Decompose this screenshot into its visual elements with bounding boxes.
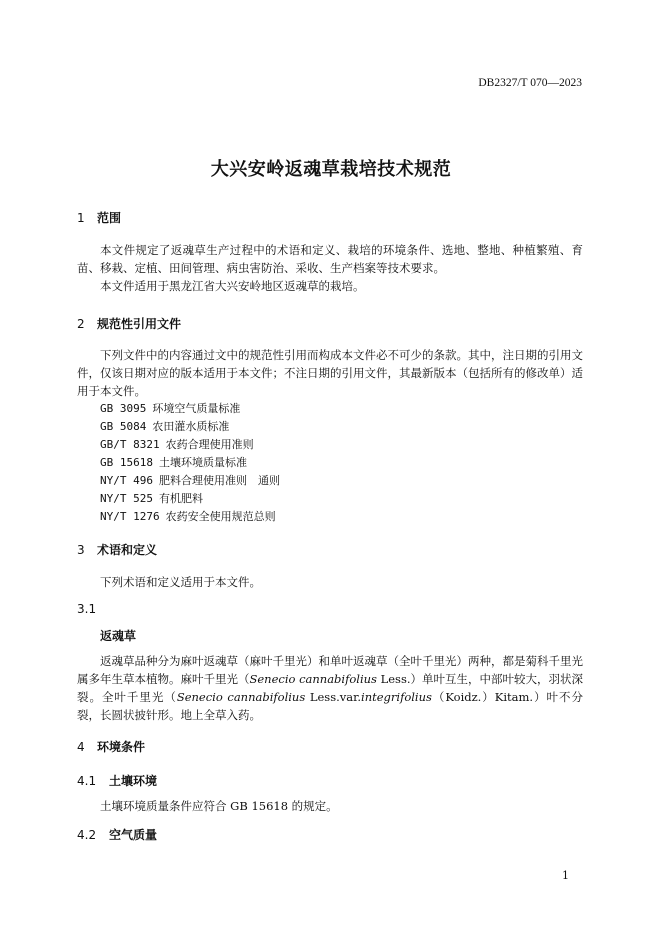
term-definition [77, 652, 583, 724]
reference-title: 环境空气质量标准 [152, 402, 241, 415]
section-title: 术语和定义 [97, 543, 158, 557]
latin-name: Senecio cannabifolius [249, 672, 377, 686]
section-4-heading [77, 738, 145, 755]
reference-title: 农药合理使用准则 [165, 438, 254, 451]
section-number: 2 [77, 317, 85, 331]
section-1-heading [77, 209, 121, 226]
section-3-paragraph-1: 下列术语和定义适用于本文件。 [100, 575, 261, 589]
section-2-heading [77, 315, 181, 332]
reference-code: NY/T 496 [100, 474, 153, 487]
section-number: 3 [77, 543, 85, 557]
reference-item [100, 400, 246, 418]
document-number: DB2327/T 070—2023 [478, 77, 582, 89]
reference-item [100, 436, 260, 454]
section-title: 范围 [97, 211, 122, 225]
clause-3-1-number [77, 602, 109, 616]
clause-number: 3.1 [77, 602, 97, 616]
clause-title: 土壤环境 [109, 774, 158, 788]
reference-code: NY/T 525 [100, 492, 153, 505]
section-number: 1 [77, 211, 85, 225]
definition-text: 返魂草品种分为麻叶返魂草（麻叶千里光）和单叶返魂草（全叶千里光）两种，都是菊科千里光属多年生草本植物。麻叶千里光（ [77, 654, 583, 686]
reference-title: 有机肥料 [158, 492, 203, 505]
section-title: 规范性引用文件 [97, 317, 182, 331]
reference-code: GB 15618 [100, 456, 153, 469]
clause-number: 4.1 [77, 774, 97, 788]
reference-title: 肥料合理使用准则 通则 [158, 474, 280, 487]
reference-code: GB 3095 [100, 402, 147, 415]
term-heading: 返魂草 [100, 629, 137, 643]
reference-title: 土壤环境质量标准 [158, 456, 247, 469]
definition-text: （Koidz.）Kitam.）叶不分裂，长圆状披针形。地上全草入药。 [77, 690, 583, 722]
section-4-1-heading [77, 772, 157, 789]
page-number: 1 [562, 869, 569, 882]
latin-name: integrifolius [361, 690, 432, 704]
section-title: 环境条件 [97, 740, 146, 754]
reference-title: 农药安全使用规范总则 [165, 510, 276, 523]
section-2-paragraph-1: 下列文件中的内容通过文中的规范性引用而构成本文件必不可少的条款。其中，注日期的引用文件，仅该日期对应的版本适用于本文件；不注日期的引用文件，其最新版本（包括所有的修改单）适用于本文件。 [77, 348, 583, 398]
clause-number: 4.2 [77, 828, 97, 842]
section-1-paragraph-1: 本文件规定了返魂草生产过程中的术语和定义、栽培的环境条件、选地、整地、种植繁殖、育苗、移栽、定植、田间管理、病虫害防治、采收、生产档案等技术要求。 [77, 243, 583, 275]
definition-text: Less.var. [305, 690, 362, 704]
section-4-1-paragraph: 土壤环境质量条件应符合 GB 15618 的规定。 [100, 799, 338, 813]
reference-title: 农田灌水质标准 [152, 420, 230, 433]
reference-item [100, 472, 286, 490]
section-3-heading [77, 541, 157, 558]
section-number: 4 [77, 740, 85, 754]
latin-name: Senecio cannabifolius [176, 690, 306, 704]
reference-item [100, 418, 235, 436]
reference-item [100, 454, 253, 472]
section-4-2-heading [77, 826, 157, 843]
reference-item [100, 490, 209, 508]
reference-code: NY/T 1276 [100, 510, 160, 523]
document-title: 大兴安岭返魂草栽培技术规范 [210, 159, 452, 180]
section-1-paragraph-2: 本文件适用于黑龙江省大兴安岭地区返魂草的栽培。 [100, 279, 365, 293]
reference-item [100, 508, 282, 526]
clause-title: 空气质量 [109, 828, 158, 842]
definition-text: Less.）单叶互生，中部叶较大，羽状深裂。全叶千里光（ [77, 672, 584, 704]
reference-code: GB/T 8321 [100, 438, 160, 451]
reference-code: GB 5084 [100, 420, 147, 433]
